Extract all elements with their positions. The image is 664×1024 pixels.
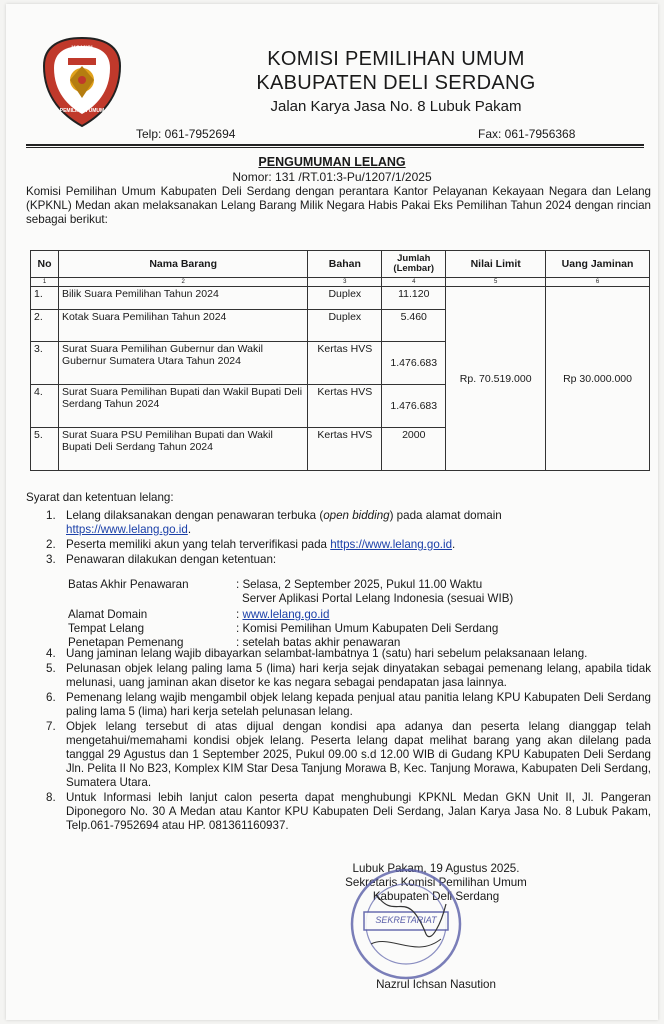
header-rule-thin (26, 147, 644, 148)
auction-items-table (30, 250, 650, 471)
col-header-bahan: Bahan (308, 251, 382, 278)
provision-key: Batas Akhir Penawaran (68, 578, 189, 591)
provision-value: : Komisi Pemilihan Umum Kabupaten Deli Serdang (236, 622, 499, 635)
provision-key: Penetapan Pemenang (68, 636, 184, 649)
signature-role-1: Sekretaris Komisi Pemilihan Umum (345, 876, 527, 889)
list-item: 2. Peserta memiliki akun yang telah terverifikasi pada https://www.lelang.go.id. (46, 538, 456, 551)
term-2-end: . (452, 538, 456, 551)
row-nama-barang: Bilik Suara Pemilihan Tahun 2024 (58, 287, 307, 310)
col-number: 3 (308, 278, 382, 287)
term-5-text: Pelunasan objek lelang paling lama 5 (lima) hari kerja sejak dinyatakan sebagai pemenang lelang, apabila tidak melunasi, uang jaminan akan disetor ke kas negara sebagai pendapatan jasa lainnya. (66, 662, 651, 689)
provision-value: : Selasa, 2 September 2025, Pukul 11.00 Waktu (236, 578, 483, 591)
provision-key: Alamat Domain (68, 608, 148, 621)
nilai-limit-value: Rp. 70.519.000 (446, 287, 546, 471)
term-4-text: Uang jaminan lelang wajib dibayarkan selambat-lambatnya 1 (satu) hari sebelum pelaksanaan lelang. (66, 647, 588, 660)
table-row (31, 287, 650, 310)
fax-number: Fax: 061-7956368 (478, 127, 576, 141)
col-header-jumlah: Jumlah (Lembar) (382, 251, 446, 278)
provision-penetapan (68, 636, 400, 650)
col-header-nama-barang: Nama Barang (58, 251, 307, 278)
list-item: 5. Pelunasan objek lelang paling lama 5 (lima) hari kerja sejak dinyatakan sebagai pemenang lelang, apabila tidak melunasi, uang jaminan akan disetor ke kas negara sebagai pendapatan jasa lainnya. (46, 662, 651, 689)
signature-role-2: Kabupaten Deli Serdang (372, 890, 500, 903)
table-header-row (31, 251, 650, 278)
provision-sep: : (236, 608, 243, 621)
signatory-name: Nazrul Ichsan Nasution (376, 978, 496, 991)
org-name-line2: KABUPATEN DELI SERDANG (256, 72, 536, 94)
term-8-text: Untuk Informasi lebih lanjut calon peserta dapat menghubungi KPKNL Medan GKN Unit II, Jl. Pangeran Diponegoro No. 30 A Medan atau Kantor KPU Kabupaten Deli Serdang, Jalan Karya Jasa No. 8 Lubuk Pakam, Telp.061-7952694 atau HP. 081361160937. (66, 791, 651, 832)
row-bahan: Kertas HVS (308, 385, 382, 428)
row-jumlah: 11.120 (382, 287, 446, 310)
list-item: 4. Uang jaminan lelang wajib dibayarkan selambat-lambatnya 1 (satu) hari sebelum pelaksanaan lelang. (46, 647, 588, 660)
provision-batas (68, 578, 482, 592)
term-7-text: Objek lelang tersebut di atas dijual dengan kondisi apa adanya dan peserta lelang dianggap telah mengetahui/memahami kondisi objek lelang. Peserta lelang dapat melihat barang yang akan dilelang pada tanggal 29 Agustus dan 1 September 2025, Pukul 09.00 s.d 12.00 WIB di Gudang KPU Kabupaten Deli Serdang Jln. Pelita II No B23, Komplex KIM Star Desa Tanjung Morawa B, Kec. Tanjung Morawa, Kabupaten Deli Serdang, Sumatera Utara. (66, 720, 651, 789)
row-bahan: Kertas HVS (308, 428, 382, 471)
org-address: Jalan Karya Jasa No. 8 Lubuk Pakam (270, 98, 522, 115)
row-no: 2. (31, 310, 59, 342)
document-page (6, 4, 658, 1020)
col-number: 1 (31, 278, 59, 287)
term-2-text: Peserta memiliki akun yang telah terverifikasi pada (66, 538, 331, 551)
provision-tempat (68, 622, 498, 636)
provision-value: : setelah batas akhir penawaran (236, 636, 401, 649)
row-nama-barang: Kotak Suara Pemilihan Tahun 2024 (58, 310, 307, 342)
logo-text-top: KOMISI (71, 46, 93, 52)
term-1-text-b: ) pada alamat domain (389, 509, 502, 522)
row-jumlah: 5.460 (382, 310, 446, 342)
row-nama-barang: Surat Suara Pemilihan Bupati dan Wakil Bupati Deli Serdang Tahun 2024 (58, 385, 307, 428)
col-number: 6 (546, 278, 650, 287)
column-number-row (31, 278, 650, 287)
logo-text-bottom: PEMILIHAN UMUM (59, 108, 105, 114)
telp-number: Telp: 061-7952694 (136, 127, 236, 141)
term-1-end: . (187, 523, 192, 536)
row-no: 1. (31, 287, 59, 310)
col-header-nilai-limit: Nilai Limit (446, 251, 546, 278)
row-bahan: Duplex (308, 310, 382, 342)
row-no: 3. (31, 342, 59, 385)
list-item: 3. Penawaran dilakukan dengan ketentuan: (46, 553, 277, 566)
list-item: 6. Pemenang lelang wajib mengambil objek lelang kepada penjual atau panitia lelang KPU Kabupaten Deli Serdang paling lama 5 (lima) hari kerja setelah pelunasan lelang. (46, 691, 651, 718)
announcement-number: Nomor: 131 /RT.01:3-Pu/1207/1/2025 (232, 170, 432, 184)
provision-batas-cont: Server Aplikasi Portal Lelang Indonesia (sesuai WIB) (242, 592, 514, 605)
announcement-title: PENGUMUMAN LELANG (258, 155, 406, 169)
provision-domain (68, 608, 329, 622)
row-nama-barang: Surat Suara PSU Pemilihan Bupati dan Wakil Bupati Deli Serdang Tahun 2024 (58, 428, 307, 471)
terms-heading: Syarat dan ketentuan lelang: (26, 491, 174, 504)
row-jumlah: 1.476.683 (382, 385, 446, 428)
col-header-no: No (31, 251, 59, 278)
term-1-emphasis: open bidding (323, 509, 390, 522)
col-number: 5 (446, 278, 546, 287)
lelang-link[interactable]: https://www.lelang.go.id (66, 523, 188, 536)
list-item: 8. Untuk Informasi lebih lanjut calon peserta dapat menghubungi KPKNL Medan GKN Unit II, Jl. Pangeran Diponegoro No. 30 A Medan atau Kantor KPU Kabupaten Deli Serdang, Jalan Karya Jasa No. 8 Lubuk Pakam, Telp.061-7952694 atau HP. 081361160937. (46, 791, 651, 832)
domain-link[interactable]: www.lelang.go.id (242, 608, 330, 621)
announcement-intro: Komisi Pemilihan Umum Kabupaten Deli Serdang dengan perantara Kantor Pelayanan Kekayaan Negara dan Lelang (KPKNL) Medan akan melaksanakan Lelang Barang Milik Negara Habis Pakai Eks Pemilihan Tahun 2024 dengan rincian sebagai berikut: (26, 185, 651, 226)
stamp-label: SEKRETARIAT (375, 915, 437, 925)
term-1-text: Lelang dilaksanakan dengan penawaran terbuka ( (66, 509, 324, 522)
org-name-line1: KOMISI PEMILIHAN UMUM (267, 48, 525, 70)
lelang-link[interactable]: https://www.lelang.go.id (330, 538, 453, 551)
list-item: 1. Lelang dilaksanakan dengan penawaran terbuka (open bidding) pada alamat domain https://www.lelang.go.id. (46, 509, 502, 536)
term-3-text: Penawaran dilakukan dengan ketentuan: (66, 553, 277, 566)
row-no: 4. (31, 385, 59, 428)
terms-list (26, 509, 651, 834)
row-nama-barang: Surat Suara Pemilihan Gubernur dan Wakil Gubernur Sumatera Utara Tahun 2024 (58, 342, 307, 385)
row-bahan: Kertas HVS (308, 342, 382, 385)
provision-key: Tempat Lelang (68, 622, 145, 635)
row-jumlah: 1.476.683 (382, 342, 446, 385)
col-number: 4 (382, 278, 446, 287)
row-no: 5. (31, 428, 59, 471)
header-rule (26, 144, 644, 146)
list-item: 7. Objek lelang tersebut di atas dijual dengan kondisi apa adanya dan peserta lelang dianggap telah mengetahui/memahami kondisi objek lelang. Peserta lelang dapat melihat barang yang akan dilelang pada tanggal 29 Agustus dan 1 September 2025, Pukul 09.00 s.d 12.00 WIB di Gudang KPU Kabupaten Deli Serdang Jln. Pelita II No B23, Komplex KIM Star Desa Tanjung Morawa B, Kec. Tanjung Morawa, Kabupaten Deli Serdang, Sumatera Utara. (46, 720, 651, 789)
row-bahan: Duplex (308, 287, 382, 310)
col-number: 2 (58, 278, 307, 287)
row-jumlah: 2000 (382, 428, 446, 471)
signature-place-date: Lubuk Pakam, 19 Agustus 2025. (352, 862, 520, 875)
term-6-text: Pemenang lelang wajib mengambil objek lelang kepada penjual atau panitia lelang KPU Kabupaten Deli Serdang paling lama 5 (lima) hari kerja setelah pelunasan lelang. (66, 691, 651, 718)
uang-jaminan-value: Rp 30.000.000 (546, 287, 650, 471)
col-header-uang-jaminan: Uang Jaminan (546, 251, 650, 278)
